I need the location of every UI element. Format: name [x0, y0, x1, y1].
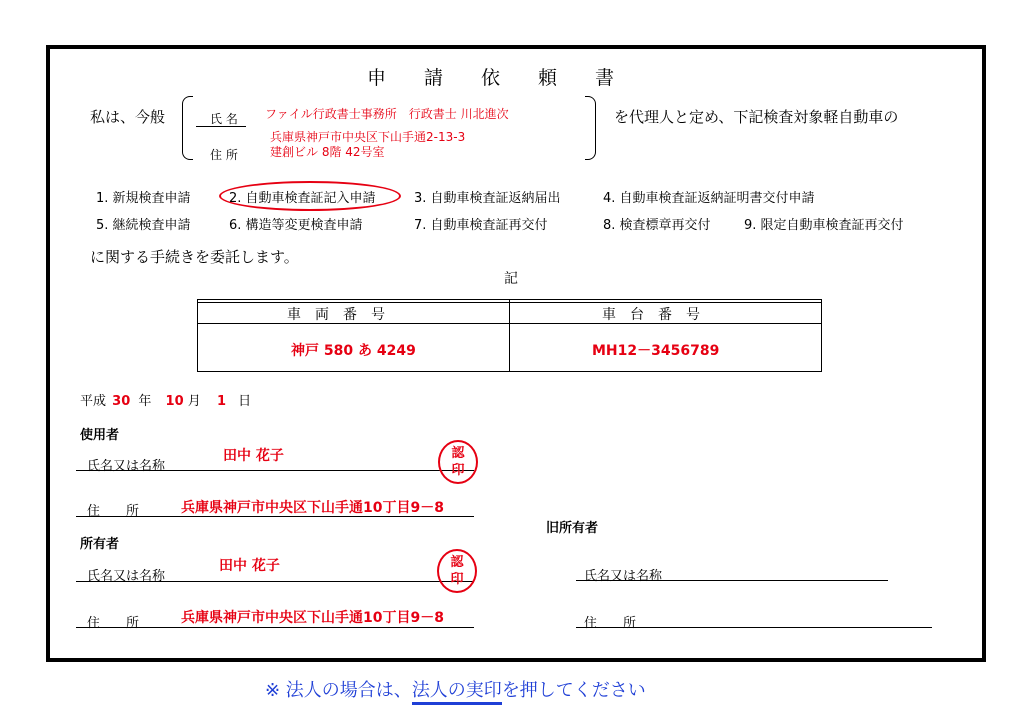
user-heading: 使用者 [80, 428, 120, 443]
chassis-number-header: 車 台 番 号 [602, 307, 700, 323]
user-address-line [76, 516, 474, 517]
option-3: 3. 自動車検査証返納届出 [414, 191, 561, 206]
intro-suffix: を代理人と定め、下記検査対象軽自動車の [614, 108, 899, 126]
former-owner-address-label: 住 所 [584, 616, 637, 631]
proxy-name-label: 氏 名 [210, 112, 238, 126]
option-9: 9. 限定自動車検査証再交付 [744, 218, 904, 233]
right-bracket [585, 96, 596, 160]
option-1: 1. 新規検査申請 [96, 191, 191, 206]
former-owner-name-line [576, 580, 888, 581]
left-bracket [182, 96, 193, 160]
user-name-line [76, 470, 474, 471]
chassis-number-value: MH12－3456789 [592, 343, 720, 359]
owner-address-value: 兵庫県神戸市中央区下山手通10丁目9－8 [181, 610, 444, 626]
selected-option-circle [219, 181, 401, 211]
application-date: 平成 30 年 10 月 1 日 [80, 394, 252, 409]
option-2: 2. 自動車検査証記入申請 [229, 191, 376, 206]
proxy-address-line1: 兵庫県神戸市中央区下山手通2-13-3 [270, 130, 466, 144]
intro-prefix: 私は、今般 [90, 108, 166, 126]
vehicle-number-header: 車 両 番 号 [287, 307, 385, 323]
user-name-label: 氏名又は名称 [87, 459, 166, 474]
owner-name-line [76, 581, 474, 582]
corporate-seal-note: ※ 法人の場合は、法人の実印を押してください [265, 676, 646, 702]
proxy-name-underline [196, 126, 246, 127]
user-seal-stamp: 認 印 [438, 440, 478, 484]
owner-heading: 所有者 [80, 537, 120, 552]
corporate-seal-emphasis: 法人の実印 [412, 680, 502, 705]
option-6: 6. 構造等変更検査申請 [229, 218, 363, 233]
former-owner-name-label: 氏名又は名称 [584, 569, 663, 584]
owner-name-label: 氏名又は名称 [87, 569, 166, 584]
option-4: 4. 自動車検査証返納証明書交付申請 [603, 191, 815, 206]
option-7: 7. 自動車検査証再交付 [414, 218, 548, 233]
proxy-address-line2: 建創ビル 8階 42号室 [270, 145, 385, 159]
user-name-value: 田中 花子 [223, 448, 284, 464]
user-address-value: 兵庫県神戸市中央区下山手通10丁目9－8 [181, 500, 444, 516]
ki-label: 記 [504, 271, 518, 287]
option-8: 8. 検査標章再交付 [603, 218, 711, 233]
former-owner-heading: 旧所有者 [546, 521, 599, 536]
entrust-text: に関する手続きを委託します。 [90, 248, 299, 266]
user-address-label: 住 所 [87, 504, 140, 519]
owner-name-value: 田中 花子 [219, 558, 280, 574]
option-5: 5. 継続検査申請 [96, 218, 191, 233]
vehicle-table [197, 299, 822, 371]
proxy-name-value: ファイル行政書士事務所 行政書士 川北進次 [265, 107, 509, 121]
document-title: 申 請 依 頼 書 [367, 67, 615, 89]
owner-seal-stamp: 認 印 [437, 549, 477, 593]
proxy-address-label: 住 所 [210, 148, 238, 162]
vehicle-number-value: 神戸 580 あ 4249 [291, 343, 416, 359]
owner-address-label: 住 所 [87, 616, 140, 631]
owner-address-line [76, 627, 474, 628]
former-owner-address-line [576, 627, 932, 628]
